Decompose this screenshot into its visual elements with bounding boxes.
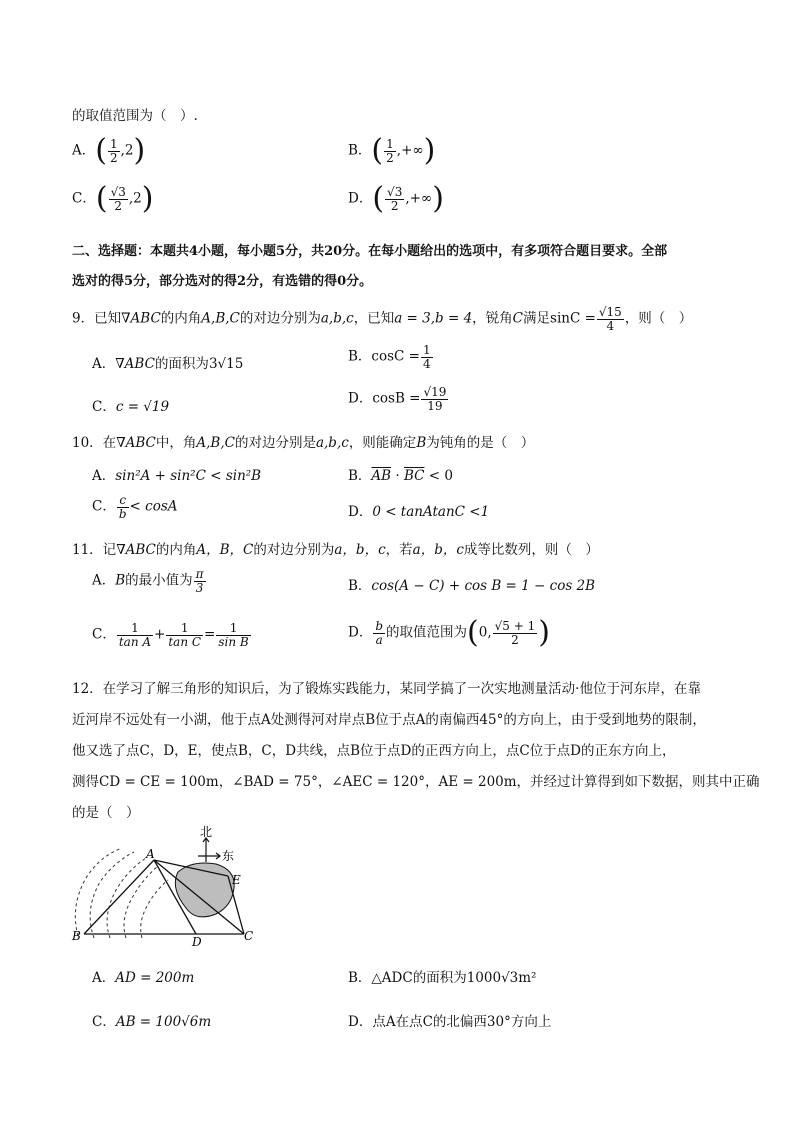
q11-option-a: A．B的最小值为 $\frac{\pi}{3}$ [92,567,204,595]
q11-option-b: B．cos(A − C) + cos B = 1 − cos 2B [348,578,596,594]
q10-option-a: A．sin²A + sin²C < sin²B [92,468,262,484]
q11-stem: 11．记∇ABC的内角A，B，C的对边分别为a，b，c，若a，b，c成等比数列，则（ ） [72,542,599,558]
q8-option-b: B．( $\frac{1}{2}$ ,+∞) [348,133,436,168]
q10-option-c: C． $\frac{c}{b}$ < cosA [92,493,178,521]
q8-option-d: D．( $\frac{√3}{2}$ ,+∞) [348,181,444,216]
q12-line5: 的是（ ） [72,805,140,821]
q12-line1: 12．在学习了解三角形的知识后，为了锻炼实践能力，某同学搞了一次实地测量活动·他位于河东岸，在靠 [72,681,701,697]
point-b-label: B [72,929,81,943]
north-label: 北 [200,826,213,839]
header-line: 的取值范围为（ ）. [72,108,198,124]
q9-stem: 9．已知∇ABC的内角A,B,C的对边分别为a,b,c，已知a = 3,b = 4，锐角C满足sinC = $\frac{√15}{4}$ ，则（ ） [72,305,693,333]
q8-option-c: C．( $\frac{√3}{2}$ ,2) [72,181,154,216]
q12-option-a: A．AD = 200m [92,970,195,986]
q10-option-d: D．0 < tanAtanC <1 [348,504,490,520]
section2-line1: 二、选择题：本题共4小题，每小题5分，共20分。在每小题给出的选项中，有多项符合题目要求。全部 [72,244,668,259]
river-lines [75,848,168,938]
q9-option-b: B．cosC = $\frac{1}{4}$ [348,343,431,371]
compass-icon [198,838,220,862]
q10-option-b: B．$\overline{AB} \cdot \overline{BC} < 0$ [348,468,453,484]
q8-option-a: A．( $\frac{1}{2}$ ,2) [72,133,146,168]
point-c-label: C [244,929,254,943]
point-d-label: D [192,935,202,949]
q12-line2: 近河岸不远处有一小湖，他于点A处测得河对岸点B位于点A的南偏西45°的方向上，由于受到地势的限制， [72,712,706,728]
q9-option-c: C．c = √19 [92,399,170,415]
q12-option-d: D．点A在点C的北偏西30°方向上 [348,1014,552,1030]
section2-line2: 选对的得5分，部分选对的得2分，有选错的得0分。 [72,274,373,289]
point-a-label: A [146,847,155,861]
q9-option-d: D．cosB = $\frac{√19}{19}$ [348,385,447,413]
q12-line4: 测得CD = CE = 100m，∠BAD = 75°，∠AEC = 120°，AE = 200m，并经过计算得到如下数据，则其中正确 [72,774,760,790]
q9-option-a: A．∇ABC的面积为3√15 [92,356,244,372]
q11-option-d: D． $\frac{b}{a}$ 的取值范围为(0, $\frac{√5 + 1}{2}$ ) [348,615,550,650]
point-e-label: E [232,873,241,887]
q12-line3: 他又选了点C，D，E，使点B，C，D共线，点B位于点D的正西方向上，点C位于点D的正东方向上， [72,743,676,759]
east-label: 东 [222,849,235,863]
q12-option-b: B．△ADC的面积为1000√3m² [348,970,537,986]
q12-option-c: C．AB = 100√6m [92,1014,212,1030]
survey-figure [66,826,276,950]
q11-option-c: C． $\frac{1}{\text{tan A}}$ + $\frac{1}{\text{tan C}}$ = $\frac{1}{\text{sin B}}$ [92,621,249,649]
q10-stem: 10．在∇ABC中，角A,B,C的对边分别是a,b,c，则能确定B为钝角的是（ ） [72,435,535,451]
